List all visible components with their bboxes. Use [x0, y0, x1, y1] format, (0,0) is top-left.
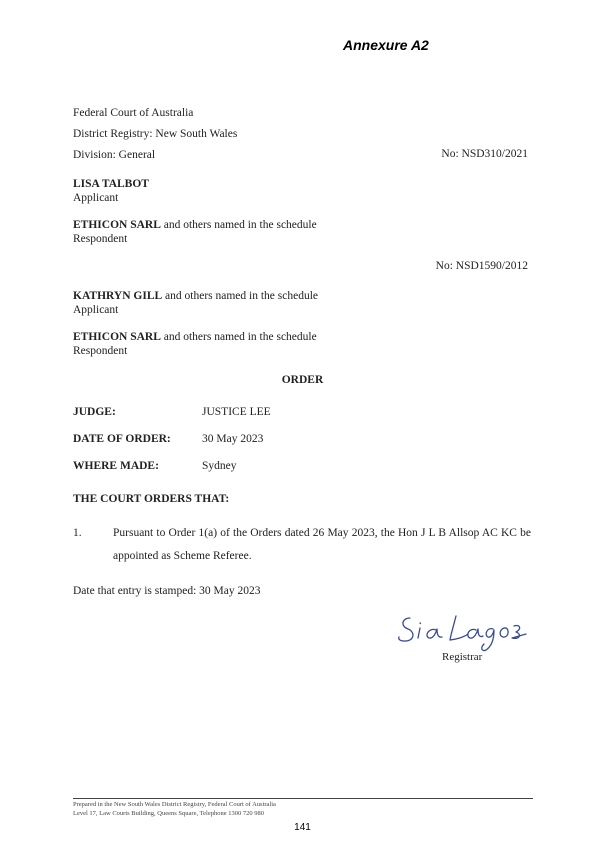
applicant-1 — [73, 177, 149, 191]
respondent-2 — [73, 330, 317, 344]
respondent-1 — [73, 218, 317, 232]
order-paragraph-number: 1. — [73, 527, 82, 539]
respondent-1-role: Respondent — [73, 233, 128, 245]
respondent-2-name: ETHICON SARL — [73, 331, 161, 343]
registrar-signature — [396, 610, 528, 654]
where-made-label: WHERE MADE: — [73, 460, 159, 472]
annexure-label: Annexure A2 — [343, 37, 429, 53]
footer-line-1: Prepared in the New South Wales District Registry, Federal Court of Australia — [73, 801, 276, 808]
applicant-2-role: Applicant — [73, 304, 119, 316]
judge-label: JUDGE: — [73, 406, 116, 418]
proceeding-number-1: No: NSD310/2021 — [441, 148, 528, 160]
page-number: 141 — [294, 822, 311, 833]
respondent-2-suffix: and others named in the schedule — [160, 331, 317, 343]
judge-value: JUSTICE LEE — [202, 406, 271, 418]
applicant-2-name: KATHRYN GILL — [73, 290, 163, 302]
entry-stamped-date: Date that entry is stamped: 30 May 2023 — [73, 585, 261, 597]
proceeding-number-2: No: NSD1590/2012 — [435, 260, 528, 272]
footer-line-2: Level 17, Law Courts Building, Queens Square, Telephone 1300 720 980 — [73, 810, 264, 817]
court-name: Federal Court of Australia — [73, 107, 194, 119]
date-of-order-label: DATE OF ORDER: — [73, 433, 171, 445]
applicant-2 — [73, 289, 318, 303]
division: Division: General — [73, 149, 156, 161]
applicant-2-suffix: and others named in the schedule — [162, 290, 319, 302]
district-registry: District Registry: New South Wales — [73, 128, 238, 140]
order-paragraph-text: Pursuant to Order 1(a) of the Orders dated 26 May 2023, the Hon J L B Allsop AC KC be appointed as Scheme Referee. — [113, 527, 531, 562]
respondent-1-suffix: and others named in the schedule — [160, 219, 317, 231]
order-heading: ORDER — [281, 374, 324, 386]
respondent-2-role: Respondent — [73, 345, 128, 357]
where-made-value: Sydney — [202, 460, 237, 472]
applicant-1-name: LISA TALBOT — [73, 178, 149, 190]
footer-divider — [73, 798, 533, 799]
date-of-order-value: 30 May 2023 — [202, 433, 264, 445]
court-orders-heading: THE COURT ORDERS THAT: — [73, 493, 230, 505]
applicant-1-role: Applicant — [73, 192, 119, 204]
respondent-1-name: ETHICON SARL — [73, 219, 161, 231]
registrar-label: Registrar — [442, 651, 483, 663]
